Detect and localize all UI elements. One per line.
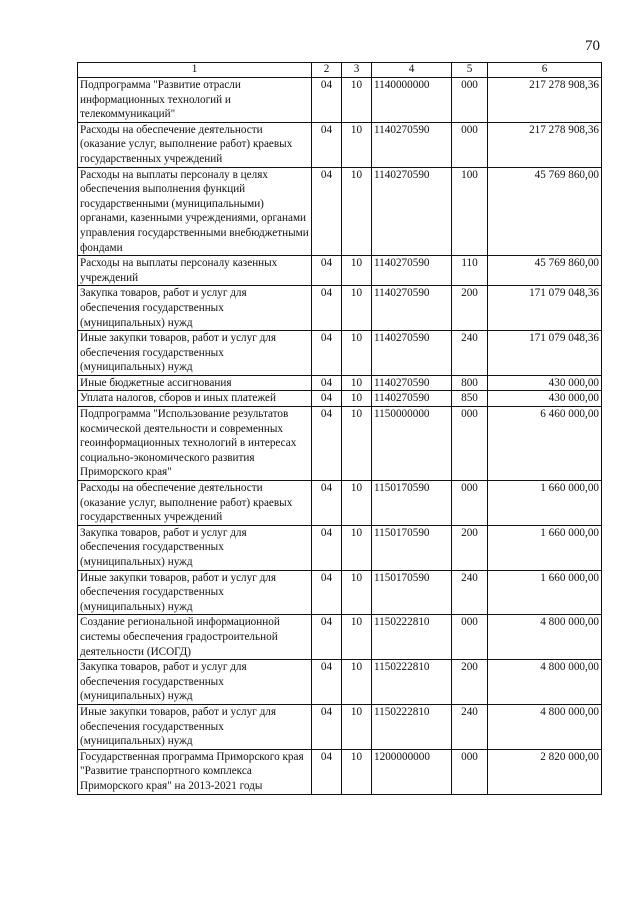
target-article-cell: 1140270590 xyxy=(372,286,452,331)
expense-type-cell: 000 xyxy=(452,78,488,123)
expense-type-cell: 240 xyxy=(452,704,488,749)
expense-type-cell: 000 xyxy=(452,122,488,167)
page-number: 70 xyxy=(585,38,600,54)
expense-type-cell: 240 xyxy=(452,331,488,376)
amount-cell: 217 278 908,36 xyxy=(488,122,602,167)
expense-type-cell: 240 xyxy=(452,570,488,615)
target-article-cell: 1140270590 xyxy=(372,391,452,407)
expense-type-cell: 200 xyxy=(452,525,488,570)
row-name-cell: Расходы на обеспечение деятельности (оказание услуг, выполнение работ) краевых государственных учреждений xyxy=(78,122,312,167)
expense-type-cell: 800 xyxy=(452,375,488,391)
table-row xyxy=(78,78,602,123)
subsection-code-cell: 10 xyxy=(342,407,372,481)
table-header-row xyxy=(78,63,602,78)
target-article-cell: 1150222810 xyxy=(372,615,452,660)
expense-type-cell: 000 xyxy=(452,749,488,794)
amount-cell: 171 079 048,36 xyxy=(488,331,602,376)
expense-type-cell: 850 xyxy=(452,391,488,407)
column-header: 4 xyxy=(372,63,452,78)
amount-cell: 6 460 000,00 xyxy=(488,407,602,481)
section-code-cell: 04 xyxy=(312,375,342,391)
target-article-cell: 1150170590 xyxy=(372,481,452,526)
amount-cell: 45 769 860,00 xyxy=(488,256,602,286)
section-code-cell: 04 xyxy=(312,78,342,123)
column-header: 3 xyxy=(342,63,372,78)
subsection-code-cell: 10 xyxy=(342,481,372,526)
section-code-cell: 04 xyxy=(312,407,342,481)
table-row xyxy=(78,749,602,794)
table-row xyxy=(78,615,602,660)
expense-type-cell: 200 xyxy=(452,286,488,331)
section-code-cell: 04 xyxy=(312,615,342,660)
row-name-cell: Государственная программа Приморского края "Развитие транспортного комплекса Приморского края" на 2013-2021 годы xyxy=(78,749,312,794)
section-code-cell: 04 xyxy=(312,481,342,526)
subsection-code-cell: 10 xyxy=(342,749,372,794)
section-code-cell: 04 xyxy=(312,660,342,705)
subsection-code-cell: 10 xyxy=(342,375,372,391)
target-article-cell: 1200000000 xyxy=(372,749,452,794)
amount-cell: 171 079 048,36 xyxy=(488,286,602,331)
subsection-code-cell: 10 xyxy=(342,615,372,660)
subsection-code-cell: 10 xyxy=(342,256,372,286)
target-article-cell: 1140270590 xyxy=(372,375,452,391)
amount-cell: 45 769 860,00 xyxy=(488,167,602,256)
column-header: 6 xyxy=(488,63,602,78)
target-article-cell: 1140270590 xyxy=(372,122,452,167)
subsection-code-cell: 10 xyxy=(342,78,372,123)
subsection-code-cell: 10 xyxy=(342,391,372,407)
section-code-cell: 04 xyxy=(312,525,342,570)
section-code-cell: 04 xyxy=(312,286,342,331)
target-article-cell: 1140270590 xyxy=(372,331,452,376)
table-row xyxy=(78,256,602,286)
section-code-cell: 04 xyxy=(312,331,342,376)
section-code-cell: 04 xyxy=(312,704,342,749)
budget-table xyxy=(77,62,602,795)
row-name-cell: Уплата налогов, сборов и иных платежей xyxy=(78,391,312,407)
table-row xyxy=(78,407,602,481)
section-code-cell: 04 xyxy=(312,122,342,167)
target-article-cell: 1140270590 xyxy=(372,167,452,256)
row-name-cell: Расходы на обеспечение деятельности (оказание услуг, выполнение работ) краевых государственных учреждений xyxy=(78,481,312,526)
amount-cell: 430 000,00 xyxy=(488,391,602,407)
row-name-cell: Иные закупки товаров, работ и услуг для обеспечения государственных (муниципальных) нужд xyxy=(78,570,312,615)
section-code-cell: 04 xyxy=(312,391,342,407)
amount-cell: 1 660 000,00 xyxy=(488,481,602,526)
section-code-cell: 04 xyxy=(312,167,342,256)
amount-cell: 4 800 000,00 xyxy=(488,704,602,749)
table-row xyxy=(78,570,602,615)
section-code-cell: 04 xyxy=(312,256,342,286)
amount-cell: 4 800 000,00 xyxy=(488,660,602,705)
target-article-cell: 1150170590 xyxy=(372,570,452,615)
row-name-cell: Иные закупки товаров, работ и услуг для обеспечения государственных (муниципальных) нужд xyxy=(78,331,312,376)
table-row xyxy=(78,660,602,705)
column-header: 5 xyxy=(452,63,488,78)
amount-cell: 1 660 000,00 xyxy=(488,525,602,570)
row-name-cell: Закупка товаров, работ и услуг для обеспечения государственных (муниципальных) нужд xyxy=(78,660,312,705)
row-name-cell: Подпрограмма "Использование результатов космической деятельности и современных геоинформационных технологий в интересах социально-экономического развития Приморского края" xyxy=(78,407,312,481)
target-article-cell: 1150222810 xyxy=(372,660,452,705)
table-row xyxy=(78,375,602,391)
section-code-cell: 04 xyxy=(312,749,342,794)
table-row xyxy=(78,391,602,407)
expense-type-cell: 200 xyxy=(452,660,488,705)
expense-type-cell: 100 xyxy=(452,167,488,256)
table-row xyxy=(78,286,602,331)
row-name-cell: Иные закупки товаров, работ и услуг для обеспечения государственных (муниципальных) нужд xyxy=(78,704,312,749)
row-name-cell: Расходы на выплаты персоналу в целях обеспечения выполнения функций государственными (муниципальными) органами, казенными учреждениями, органами управления государственными внебюджетными фондами xyxy=(78,167,312,256)
amount-cell: 2 820 000,00 xyxy=(488,749,602,794)
target-article-cell: 1150000000 xyxy=(372,407,452,481)
amount-cell: 217 278 908,36 xyxy=(488,78,602,123)
row-name-cell: Создание региональной информационной системы обеспечения градостроительной деятельности (ИСОГД) xyxy=(78,615,312,660)
amount-cell: 4 800 000,00 xyxy=(488,615,602,660)
target-article-cell: 1140270590 xyxy=(372,256,452,286)
row-name-cell: Иные бюджетные ассигнования xyxy=(78,375,312,391)
subsection-code-cell: 10 xyxy=(342,167,372,256)
target-article-cell: 1150170590 xyxy=(372,525,452,570)
subsection-code-cell: 10 xyxy=(342,660,372,705)
section-code-cell: 04 xyxy=(312,570,342,615)
table-row xyxy=(78,331,602,376)
row-name-cell: Закупка товаров, работ и услуг для обеспечения государственных (муниципальных) нужд xyxy=(78,286,312,331)
column-header: 1 xyxy=(78,63,312,78)
table-row xyxy=(78,704,602,749)
subsection-code-cell: 10 xyxy=(342,286,372,331)
subsection-code-cell: 10 xyxy=(342,525,372,570)
expense-type-cell: 000 xyxy=(452,481,488,526)
expense-type-cell: 110 xyxy=(452,256,488,286)
row-name-cell: Закупка товаров, работ и услуг для обеспечения государственных (муниципальных) нужд xyxy=(78,525,312,570)
expense-type-cell: 000 xyxy=(452,615,488,660)
row-name-cell: Подпрограмма "Развитие отрасли информационных технологий и телекоммуникаций" xyxy=(78,78,312,123)
table-row xyxy=(78,525,602,570)
subsection-code-cell: 10 xyxy=(342,570,372,615)
subsection-code-cell: 10 xyxy=(342,331,372,376)
table-row xyxy=(78,481,602,526)
expense-type-cell: 000 xyxy=(452,407,488,481)
table-row xyxy=(78,167,602,256)
amount-cell: 1 660 000,00 xyxy=(488,570,602,615)
amount-cell: 430 000,00 xyxy=(488,375,602,391)
column-header: 2 xyxy=(312,63,342,78)
table-row xyxy=(78,122,602,167)
target-article-cell: 1140000000 xyxy=(372,78,452,123)
subsection-code-cell: 10 xyxy=(342,704,372,749)
subsection-code-cell: 10 xyxy=(342,122,372,167)
target-article-cell: 1150222810 xyxy=(372,704,452,749)
row-name-cell: Расходы на выплаты персоналу казенных учреждений xyxy=(78,256,312,286)
